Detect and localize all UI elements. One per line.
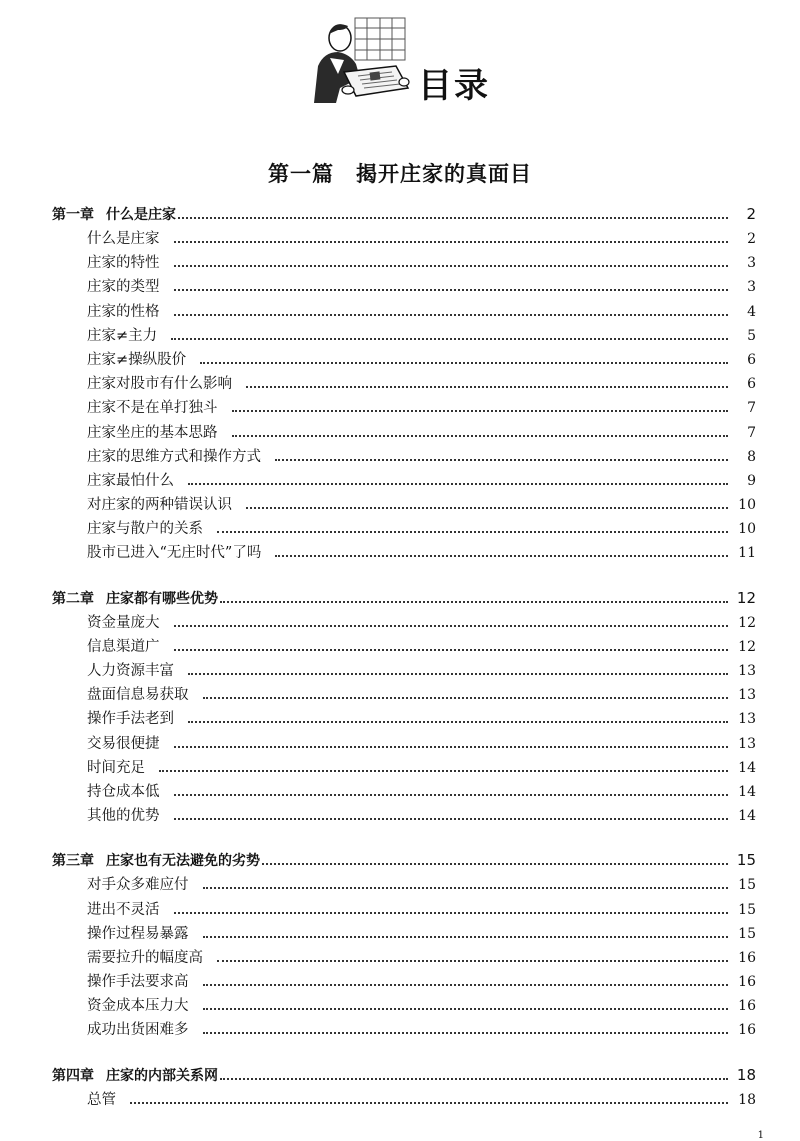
section-title: 操作手法老到 [87,711,174,728]
dot-leader [220,601,728,603]
dot-leader [174,314,729,316]
dot-leader [203,936,729,938]
chapter-block [52,201,756,566]
dot-leader [174,265,729,267]
section-title: 持仓成本低 [87,783,160,800]
dot-leader [246,507,728,509]
section-page-number: 18 [738,1091,756,1108]
dot-leader [188,483,728,485]
chapter-label [52,1063,220,1089]
section-page-number: 16 [738,1022,756,1039]
dot-leader [203,1032,729,1034]
section-page-number: 8 [747,448,756,465]
section-entry[interactable] [52,611,756,635]
section-page-number: 15 [738,901,756,918]
dot-leader [188,721,728,723]
dot-leader [232,410,729,412]
chapter-number: 第四章 [52,1067,94,1084]
section-title: 庄家≠操纵股价 [87,351,187,368]
dot-leader [203,1008,729,1010]
section-page-number: 6 [747,351,756,368]
section-title: 信息渠道广 [87,638,160,655]
section-page-number: 14 [738,808,756,825]
section-title: 对庄家的两种错误认识 [87,497,232,514]
section-entry[interactable] [52,372,756,396]
section-entry[interactable] [52,873,756,897]
chapter-label [52,202,178,228]
section-page-number: 4 [747,303,756,320]
section-page-number: 13 [738,711,756,728]
section-title: 庄家对股市有什么影响 [87,376,232,393]
section-page-number: 13 [738,735,756,752]
dot-leader [174,746,729,748]
dot-leader [174,794,729,796]
chapter-page-number: 12 [736,588,756,607]
section-entry[interactable] [52,493,756,517]
section-title: 盘面信息易获取 [87,687,189,704]
section-entry[interactable] [52,300,756,324]
chapter-title: 庄家都有哪些优势 [106,590,218,607]
chapter-block [52,847,756,1042]
section-entry[interactable] [52,804,756,828]
section-title: 资金量庞大 [87,614,160,631]
section-entry[interactable] [52,780,756,804]
section-title: 庄家的类型 [87,279,160,296]
dot-leader [174,289,729,291]
dot-leader [171,338,728,340]
chapter-block [52,1062,756,1112]
chapter-label [52,586,220,612]
section-page-number: 7 [747,424,756,441]
section-title: 庄家的思维方式和操作方式 [87,448,261,465]
section-title: 操作手法要求高 [87,974,189,991]
dot-leader [174,818,729,820]
section-title: 庄家不是在单打独斗 [87,400,218,417]
dot-leader [203,697,729,699]
section-page-number: 13 [738,663,756,679]
chapter-entry[interactable] [52,201,756,227]
chapter-number: 第一章 [52,207,94,223]
section-title: 时间充足 [87,759,145,776]
section-entry[interactable] [52,707,756,731]
toc-header [300,8,500,108]
section-title: 股市已进入“无庄时代”了吗 [87,545,262,562]
dot-leader [217,960,728,962]
section-entry[interactable] [52,396,756,420]
dot-leader [203,984,729,986]
section-page-number: 16 [738,974,756,991]
dot-leader [174,649,729,651]
section-page-number: 3 [747,255,756,272]
section-title: 操作过程易暴露 [87,925,189,942]
chapter-page-number: 2 [746,205,756,223]
section-entry[interactable] [52,898,756,922]
section-entry[interactable] [52,541,756,565]
section-page-number: 12 [738,638,756,655]
dot-leader [275,459,728,461]
dot-leader [262,863,728,865]
dot-leader [174,241,729,243]
section-entry[interactable] [52,1018,756,1042]
dot-leader [232,435,729,437]
section-title: 庄家坐庄的基本思路 [87,424,218,441]
chapter-entry[interactable] [52,1062,756,1088]
section-entry[interactable] [52,348,756,372]
section-entry[interactable] [52,946,756,970]
section-page-number: 13 [738,687,756,704]
section-title: 人力资源丰富 [87,663,174,679]
section-title: 庄家的性格 [87,303,160,320]
chapter-label [52,848,262,874]
section-entry[interactable] [52,659,756,683]
section-page-number: 15 [738,877,756,894]
section-page-number: 7 [747,400,756,417]
section-title: 交易很便捷 [87,735,160,752]
section-title: 庄家的特性 [87,255,160,272]
section-title: 成功出货困难多 [87,1022,189,1039]
section-page-number: 14 [738,759,756,776]
section-title: 对手众多难应付 [87,877,189,894]
section-title: 庄家与散户的关系 [87,521,203,538]
page-number: 1 [757,1130,764,1141]
dot-leader [130,1102,728,1104]
section-entry[interactable] [52,922,756,946]
section-entry[interactable] [52,970,756,994]
section-title: 其他的优势 [87,808,160,825]
section-entry[interactable] [52,732,756,756]
section-entry[interactable] [52,517,756,541]
chapter-entry[interactable] [52,847,756,873]
dot-leader [220,1078,728,1080]
chapter-entry[interactable] [52,585,756,611]
section-entry[interactable] [52,227,756,251]
section-title: 进出不灵活 [87,901,160,918]
section-title: 庄家≠主力 [87,327,158,344]
dot-leader [159,770,728,772]
dot-leader [178,217,728,219]
chapter-block [52,585,756,829]
dot-leader [174,912,729,914]
section-page-number: 16 [738,998,756,1015]
section-page-number: 14 [738,783,756,800]
dot-leader [217,531,728,533]
dot-leader [203,887,729,889]
section-entry[interactable] [52,324,756,348]
section-entry[interactable] [52,635,756,659]
section-page-number: 11 [738,545,756,562]
section-page-number: 5 [747,327,756,344]
section-page-number: 12 [738,614,756,631]
section-title: 需要拉升的幅度高 [87,949,203,966]
dot-leader [174,625,729,627]
dot-leader [275,555,728,557]
section-page-number: 3 [747,279,756,296]
section-entry[interactable] [52,445,756,469]
section-title: 庄家最怕什么 [87,472,174,489]
section-entry[interactable] [52,1088,756,1112]
section-entry[interactable] [52,469,756,493]
chapter-number: 第二章 [52,590,94,607]
chapter-title: 庄家的内部关系网 [106,1067,218,1084]
chapter-title: 什么是庄家 [106,207,176,223]
section-title: 总管 [87,1091,116,1108]
section-entry[interactable] [52,994,756,1018]
section-entry[interactable] [52,251,756,275]
table-of-contents [52,201,756,1131]
section-page-number: 6 [747,376,756,393]
section-page-number: 16 [738,949,756,966]
section-page-number: 9 [747,472,756,489]
dot-leader [200,362,728,364]
section-page-number: 2 [747,231,756,247]
section-entry[interactable] [52,275,756,299]
chapter-number: 第三章 [52,853,94,870]
chapter-page-number: 15 [736,851,756,870]
section-entry[interactable] [52,756,756,780]
dot-leader [188,673,728,675]
dot-leader [246,386,728,388]
section-title: 什么是庄家 [87,231,160,247]
chapter-title: 庄家也有无法避免的劣势 [106,853,260,870]
section-page-number: 10 [738,497,756,514]
section-page-number: 15 [738,925,756,942]
man-reading-newspaper-illustration [300,8,420,108]
section-entry[interactable] [52,421,756,445]
part-title: 第一篇 揭开庄家的真面目 [268,162,532,186]
page-title: 目录 [418,66,490,106]
section-title: 资金成本压力大 [87,998,189,1015]
chapter-page-number: 18 [736,1065,756,1084]
section-entry[interactable] [52,683,756,707]
section-page-number: 10 [738,521,756,538]
